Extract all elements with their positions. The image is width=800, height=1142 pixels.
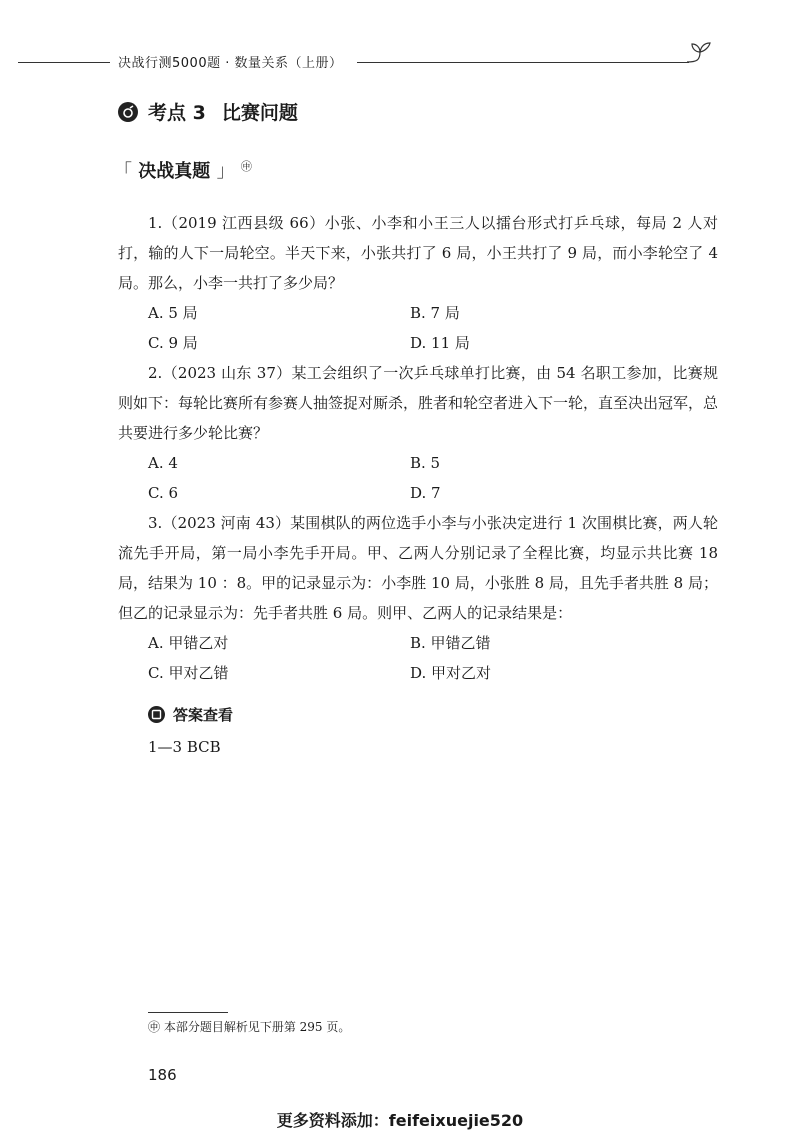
- footnote-rule: [148, 1012, 228, 1013]
- option-grid: [118, 448, 718, 508]
- footnote-text: 本部分题目解析见下册第 295 页。: [163, 1020, 351, 1034]
- option-b: B. 5: [410, 454, 441, 472]
- answer-icon: [148, 706, 165, 723]
- option-b: B. 甲错乙错: [410, 634, 491, 652]
- running-title: 决战行测5000题 · 数量关系（上册）: [118, 56, 343, 71]
- subsection-title: 决战真题: [138, 161, 211, 182]
- open-bracket: 「: [114, 161, 132, 182]
- footnote-mark: ㊥: [148, 1020, 161, 1034]
- section-name: 比赛问题: [221, 102, 298, 124]
- question-text: 2.（2023 山东 37）某工会组织了一次乒乓球单打比赛，由 54 名职工参加，比赛规则如下：每轮比赛所有参赛人抽签捉对厮杀，胜者和轮空者进入下一轮，直至决出冠军，总共要进行多少轮比赛？: [118, 364, 719, 442]
- close-bracket: 」: [216, 161, 235, 182]
- question-list: [118, 208, 718, 688]
- option-c: C. 6: [148, 484, 179, 502]
- option-c: C. 9 局: [148, 334, 198, 352]
- sprout-icon: [683, 40, 717, 66]
- watermark-text: 更多资料添加：feifeixuejie520: [276, 1111, 524, 1130]
- running-header: [0, 40, 800, 80]
- subsection-heading: [114, 157, 252, 183]
- option-c: C. 甲对乙错: [148, 664, 229, 682]
- option-a: A. 4: [148, 454, 178, 472]
- question-text: 3.（2023 河南 43）某围棋队的两位选手小李与小张决定进行 1 次围棋比赛，两人轮流先手开局，第一局小李先手开局。甲、乙两人分别记录了全程比赛，均显示共比赛 18 局，结果为 10 ：8。甲的记录显示为：小李胜 10 局，小张胜 8 局，且先手者共胜 8 局；但乙的记录显示为：先手者共胜 6 局。则甲、乙两人的记录结果是：: [118, 514, 718, 622]
- section-label: 考点 3: [148, 102, 206, 124]
- option-d: D. 7: [410, 484, 441, 502]
- page-number: 186: [148, 1066, 177, 1084]
- question-text: 1.（2019 江西县级 66）小张、小李和小王三人以擂台形式打乒乓球，每局 2 人对打，输的人下一局轮空。半天下来，小张共打了 6 局，小王共打了 9 局，而小李轮空了 4 局。那么，小李一共打了多少局？: [118, 214, 718, 292]
- section-circle-icon: [118, 102, 138, 122]
- option-grid: [118, 298, 718, 358]
- footnote-mark: ㊥: [240, 160, 252, 173]
- option-a: A. 5 局: [148, 304, 198, 322]
- footnote: [148, 1018, 350, 1035]
- header-rule-right: [357, 62, 689, 63]
- option-d: D. 11 局: [410, 334, 470, 352]
- option-grid: [118, 628, 718, 688]
- option-a: A. 甲错乙对: [148, 634, 229, 652]
- header-rule-left: [18, 62, 110, 63]
- option-b: B. 7 局: [410, 304, 460, 322]
- answer-key: 1—3 BCB: [148, 738, 221, 756]
- option-d: D. 甲对乙对: [410, 664, 492, 682]
- answer-heading: [148, 704, 233, 725]
- answer-title: 答案查看: [173, 706, 234, 724]
- section-heading: [118, 98, 298, 125]
